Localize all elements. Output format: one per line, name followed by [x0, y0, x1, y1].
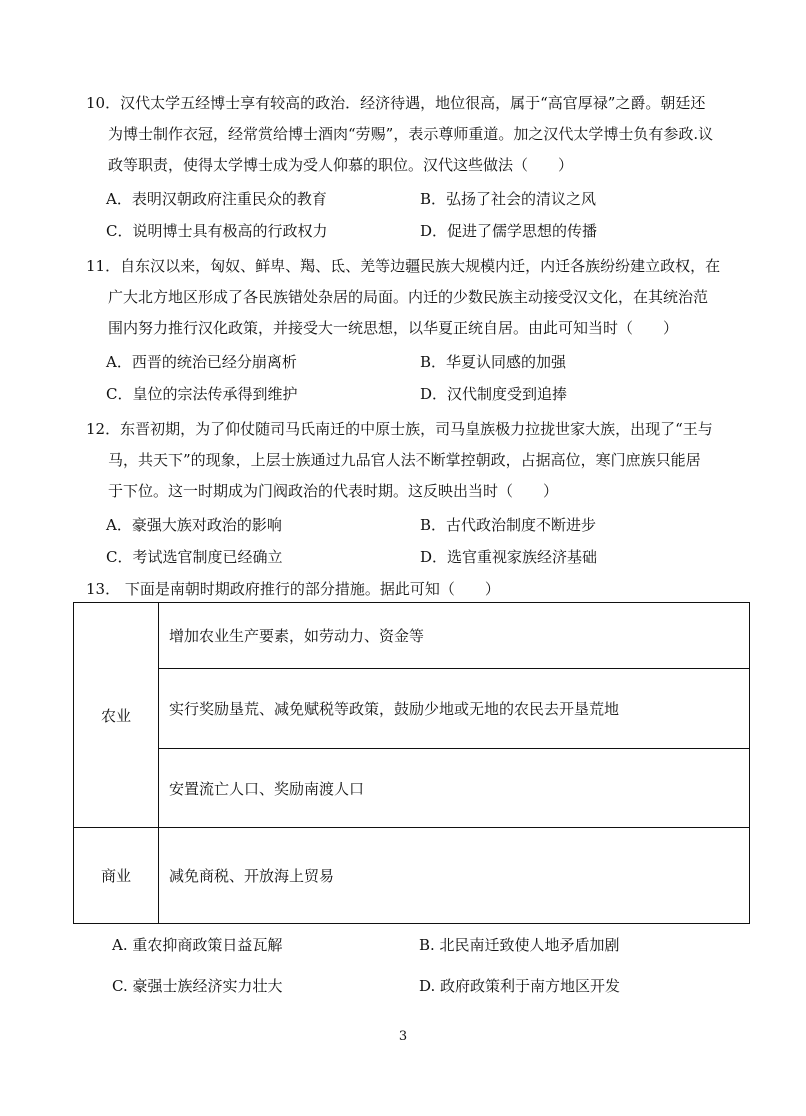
- measures-table: [73, 602, 750, 924]
- commerce-label: 商业: [74, 828, 159, 924]
- agriculture-measure-1: 增加农业生产要素，如劳动力、资金等: [159, 603, 750, 669]
- question-11-stem-line-2: 广大北方地区形成了各民族错处杂居的局面。内迁的少数民族主动接受汉文化，在其统治范: [108, 288, 709, 306]
- agriculture-measure-2: 实行奖励垦荒、减免赋税等政策，鼓励少地或无地的农民去开垦荒地: [159, 669, 750, 749]
- question-12-stem-line-1: 12．东晋初期，为了仰仗随司马氏南迁的中原士族，司马皇族极力拉拢世家大族，出现了“王与: [86, 420, 713, 438]
- question-13-option-b[interactable]: B. 北民南迁致使人地矛盾加剧: [419, 936, 620, 954]
- question-12-option-d[interactable]: D．选官重视家族经济基础: [420, 548, 598, 566]
- table-row: [74, 603, 750, 669]
- agriculture-label: 农业: [74, 603, 159, 828]
- table-row: [74, 828, 750, 924]
- question-11-option-b[interactable]: B．华夏认同感的加强: [420, 353, 567, 371]
- question-11-stem-line-3: 围内努力推行汉化政策，并接受大一统思想，以华夏正统自居。由此可知当时（ ）: [108, 319, 679, 337]
- page-number: 3: [398, 1029, 408, 1044]
- question-13-option-c[interactable]: C. 豪强士族经济实力壮大: [112, 977, 283, 995]
- question-10-option-c[interactable]: C．说明博士具有极高的行政权力: [106, 222, 328, 240]
- question-13-option-d[interactable]: D. 政府政策利于南方地区开发: [419, 977, 621, 995]
- question-11-option-c[interactable]: C．皇位的宗法传承得到维护: [106, 385, 298, 403]
- question-10-option-b[interactable]: B．弘扬了社会的清议之风: [420, 190, 597, 208]
- question-10-stem-line-1: 10．汉代太学五经博士享有较高的政治．经济待遇，地位很高，属于“高官厚禄”之爵。朝廷还: [86, 94, 706, 112]
- question-10-option-a[interactable]: A．表明汉朝政府注重民众的教育: [106, 190, 327, 208]
- table-row: [74, 749, 750, 828]
- agriculture-measure-3: 安置流亡人口、奖励南渡人口: [159, 749, 750, 828]
- question-11-option-a[interactable]: A．西晋的统治已经分崩离析: [106, 353, 297, 371]
- table-row: [74, 669, 750, 749]
- question-11-stem-line-1: 11．自东汉以来，匈奴、鲜卑、羯、氐、羌等边疆民族大规模内迁，内迁各族纷纷建立政权，在: [86, 257, 721, 275]
- question-12-stem-line-3: 于下位。这一时期成为门阀政治的代表时期。这反映出当时（ ）: [108, 482, 559, 500]
- question-13-option-a[interactable]: A. 重农抑商政策日益瓦解: [112, 936, 283, 954]
- question-13-stem: 13． 下面是南朝时期政府推行的部分措施。据此可知（ ）: [86, 580, 500, 598]
- question-12-option-b[interactable]: B．古代政治制度不断进步: [420, 516, 597, 534]
- commerce-measure-1: 减免商税、开放海上贸易: [159, 828, 750, 924]
- question-12-option-a[interactable]: A．豪强大族对政治的影响: [106, 516, 282, 534]
- question-10-stem-line-3: 政等职责，使得太学博士成为受人仰慕的职位。汉代这些做法（ ）: [108, 156, 574, 174]
- question-10-option-d[interactable]: D．促进了儒学思想的传播: [420, 222, 598, 240]
- question-12-option-c[interactable]: C．考试选官制度已经确立: [106, 548, 283, 566]
- question-10-stem-line-2: 为博士制作衣冠，经常赏给博士酒肉“劳赐”，表示尊师重道。加之汉代太学博士负有参政.议: [108, 125, 714, 143]
- question-12-stem-line-2: 马，共天下”的现象，上层士族通过九品官人法不断掌控朝政，占据高位，寒门庶族只能居: [108, 451, 701, 469]
- question-11-option-d[interactable]: D．汉代制度受到追捧: [420, 385, 568, 403]
